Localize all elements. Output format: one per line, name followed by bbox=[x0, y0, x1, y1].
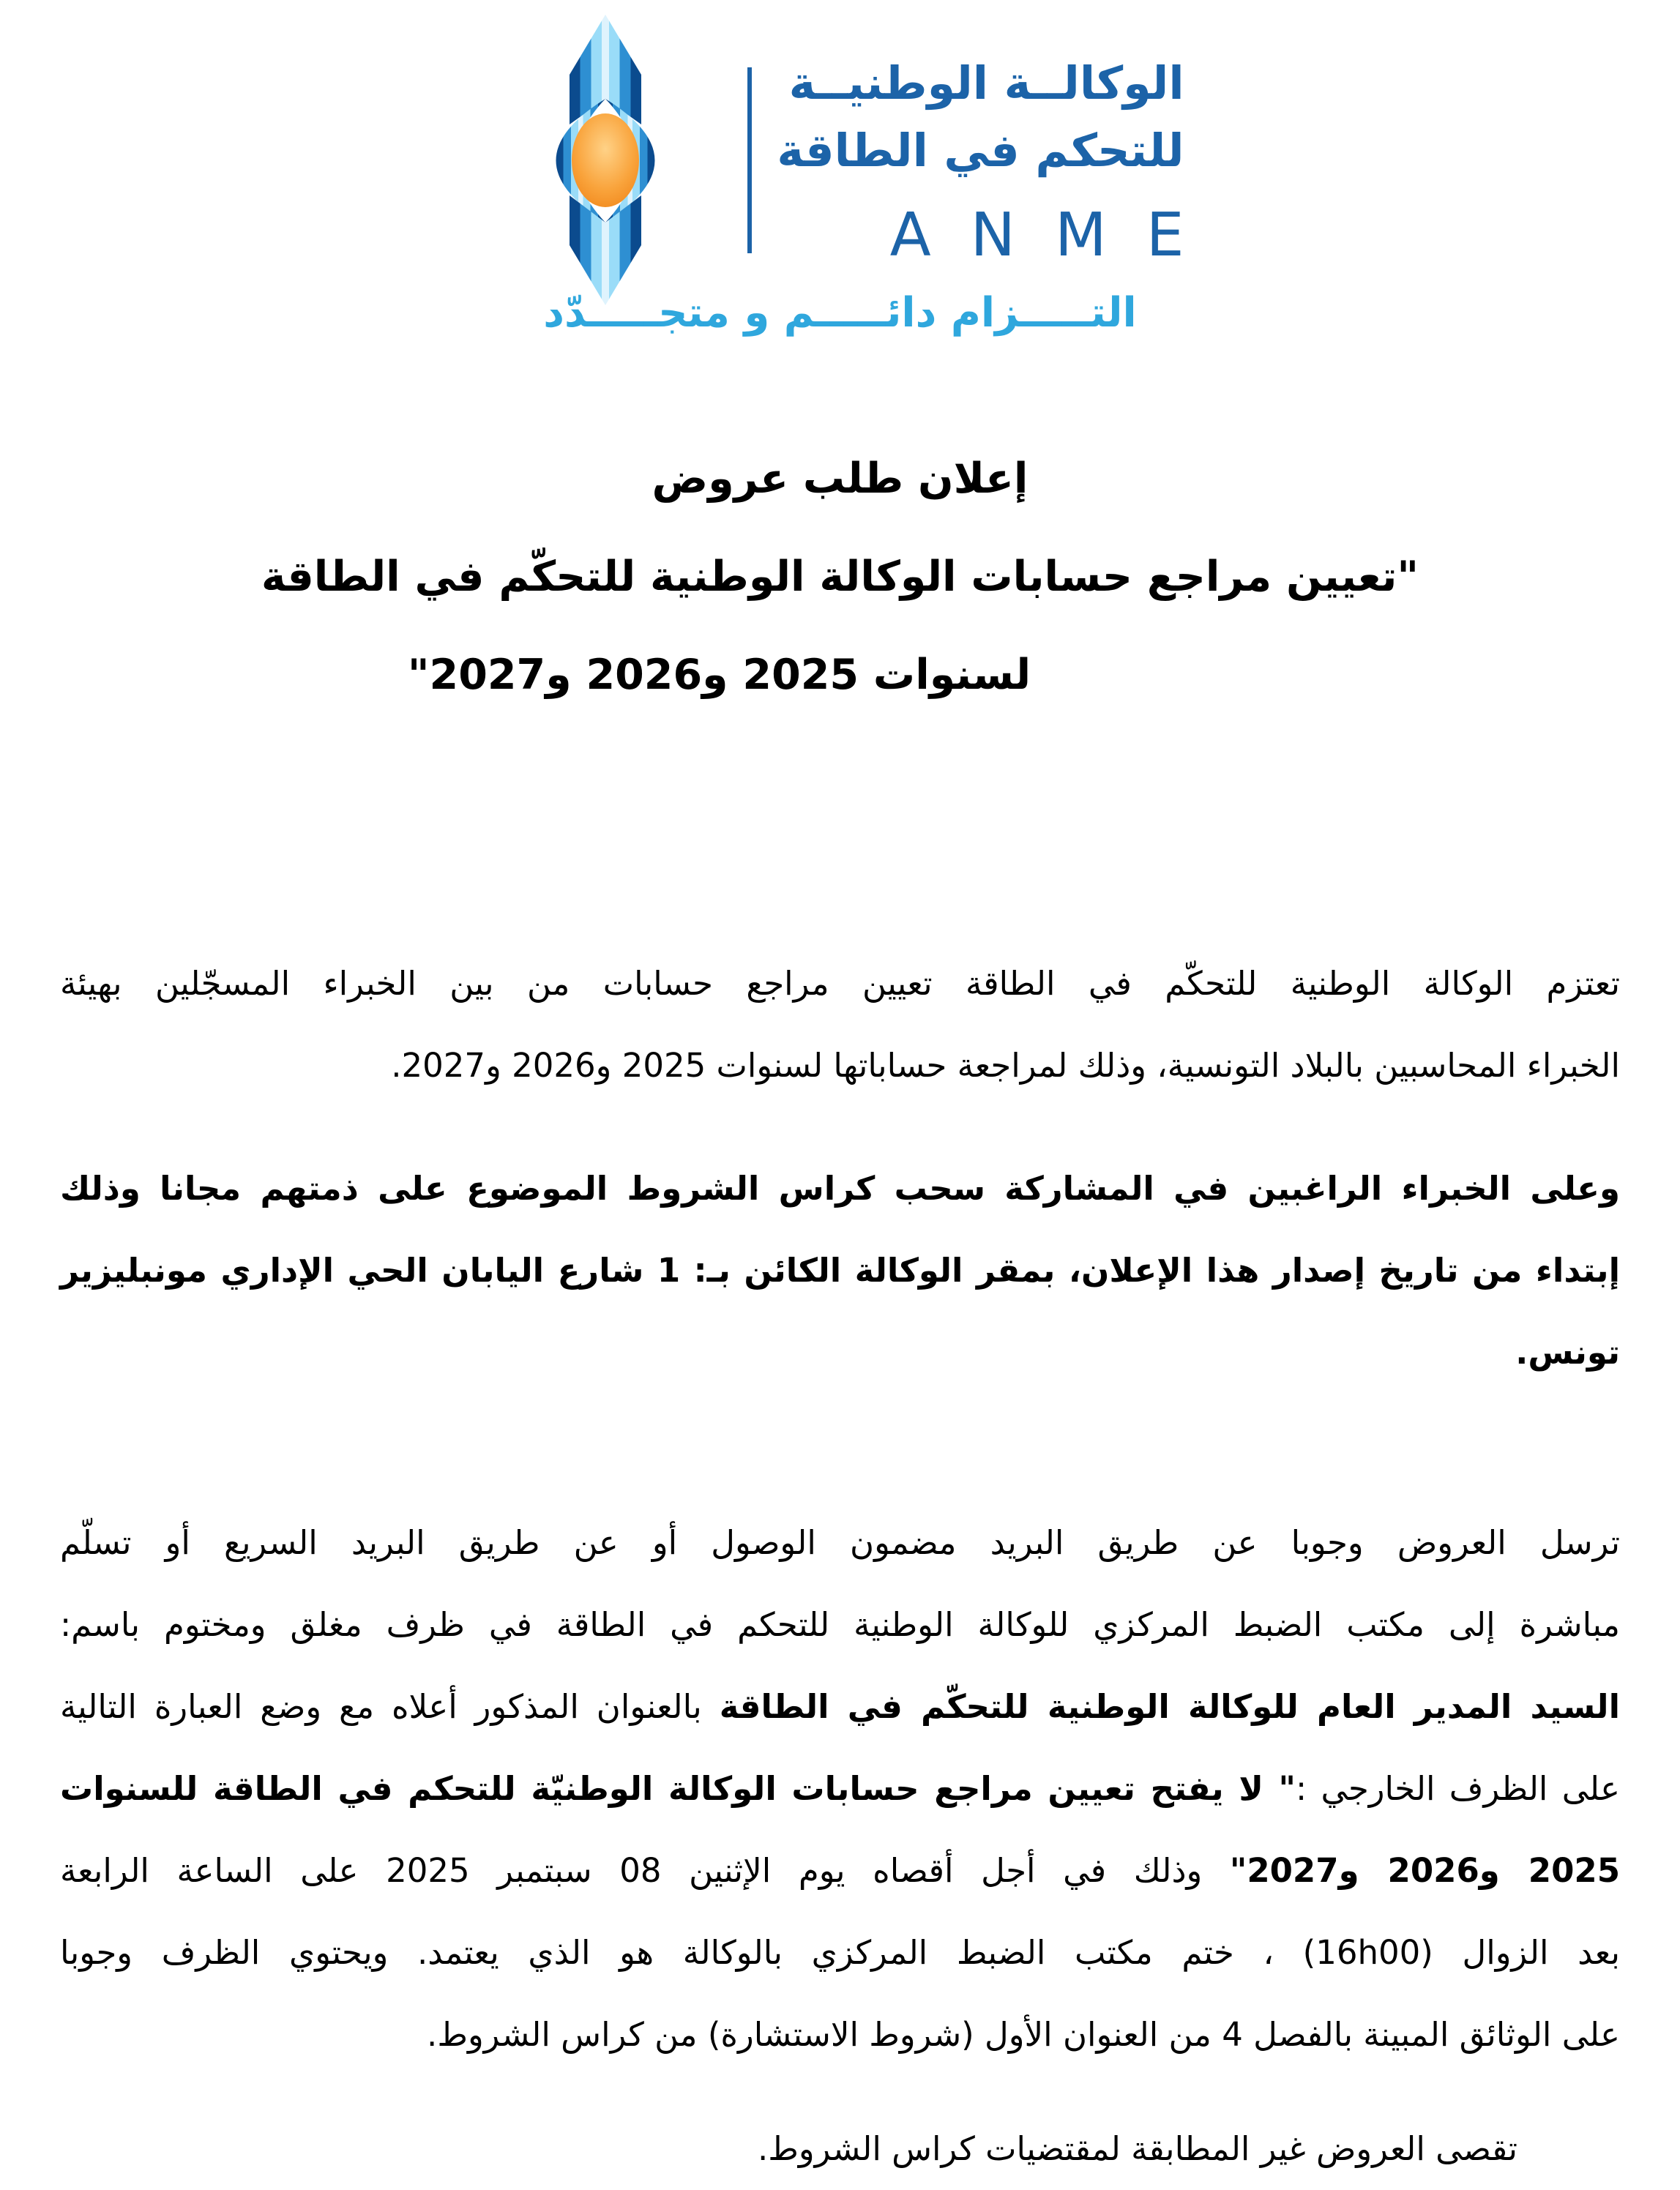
logo-org-name-line2: للتحكم في الطاقة bbox=[777, 124, 1184, 177]
tender-title-line3: لسنوات 2025 و2026 و2027" bbox=[407, 651, 1031, 699]
tender-title-line1: إعلان طلب عروض bbox=[652, 455, 1028, 503]
body-paragraph-4 bbox=[60, 2108, 1620, 2190]
tender-title bbox=[60, 452, 1620, 701]
paragraph-line bbox=[60, 1666, 1620, 1748]
body-paragraph-3 bbox=[60, 1502, 1620, 2076]
bold-segment: " لا يفتح تعيين مراجع حسابات الوكالة الوطنيّة للتحكم في الطاقة للسنوات bbox=[60, 1769, 1296, 1808]
paragraph-line: تعتزم الوكالة الوطنية للتحكّم في الطاقة تعيين مراجع حسابات من بين الخبراء المسجّلين بهيئة bbox=[60, 964, 1620, 1003]
logo-tagline: التـــــزام دائـــــم و متجـــــدّد bbox=[543, 289, 1137, 337]
paragraph-line bbox=[60, 1748, 1620, 1830]
paragraph-line: وعلى الخبراء الراغبين في المشاركة سحب كراس الشروط الموضوع على ذمتهم مجانا وذلك bbox=[60, 1169, 1620, 1208]
body-paragraph-2 bbox=[60, 1148, 1620, 1394]
anme-emblem-icon bbox=[496, 12, 715, 308]
logo-acronym: ANME bbox=[889, 201, 1224, 270]
bold-segment: 2025 و2026 و2027" bbox=[1229, 1851, 1621, 1890]
bold-segment: السيد المدير العام للوكالة الوطنية للتحكّم في الطاقة bbox=[719, 1687, 1621, 1726]
logo-divider bbox=[747, 67, 752, 253]
body-paragraph-1 bbox=[60, 943, 1620, 1107]
anme-logo bbox=[496, 12, 1224, 308]
announcement-body bbox=[60, 943, 1620, 2190]
logo-text-block bbox=[777, 50, 1224, 270]
paragraph-line: إبتداء من تاريخ إصدار هذا الإعلان، بمقر الوكالة الكائن بـ: 1 شارع اليابان الحي الإداري مونبليزير bbox=[60, 1251, 1620, 1290]
paragraph-line: تقصى العروض غير المطابقة لمقتضيات كراس الشروط. bbox=[757, 2129, 1517, 2168]
logo-org-name-line1: الوكالــة الوطنيــة bbox=[788, 56, 1184, 110]
paragraph-line: بعد الزوال (16h00) ، ختم مكتب الضبط المركزي بالوكالة هو الذي يعتمد. ويحتوي الظرف وجوبا bbox=[60, 1933, 1620, 1972]
paragraph-line: مباشرة إلى مكتب الضبط المركزي للوكالة الوطنية للتحكم في الطاقة في ظرف مغلق ومختوم باسم: bbox=[60, 1605, 1620, 1644]
paragraph-line bbox=[60, 1830, 1620, 1912]
paragraph-line: الخبراء المحاسبين بالبلاد التونسية، وذلك لمراجعة حساباتها لسنوات 2025 و2026 و2027. bbox=[391, 1046, 1620, 1085]
paragraph-line: تونس. bbox=[1515, 1333, 1620, 1372]
tender-title-line2: "تعيين مراجع حسابات الوكالة الوطنية للتحكّم في الطاقة bbox=[261, 553, 1419, 601]
text-segment: بالعنوان المذكور أعلاه مع وضع العبارة التالية bbox=[60, 1687, 720, 1726]
paragraph-line: على الوثائق المبينة بالفصل 4 من العنوان الأول (شروط الاستشارة) من كراس الشروط. bbox=[427, 2015, 1620, 2054]
paragraph-line: ترسل العروض وجوبا عن طريق البريد مضمون الوصول أو عن طريق البريد السريع أو تسلّم bbox=[60, 1523, 1620, 1562]
text-segment: على الظرف الخارجي : bbox=[1295, 1769, 1620, 1808]
logo-header bbox=[60, 0, 1620, 337]
text-segment: وذلك في أجل أقصاه يوم الإثنين 08 سبتمبر 2025 على الساعة الرابعة bbox=[60, 1851, 1230, 1890]
